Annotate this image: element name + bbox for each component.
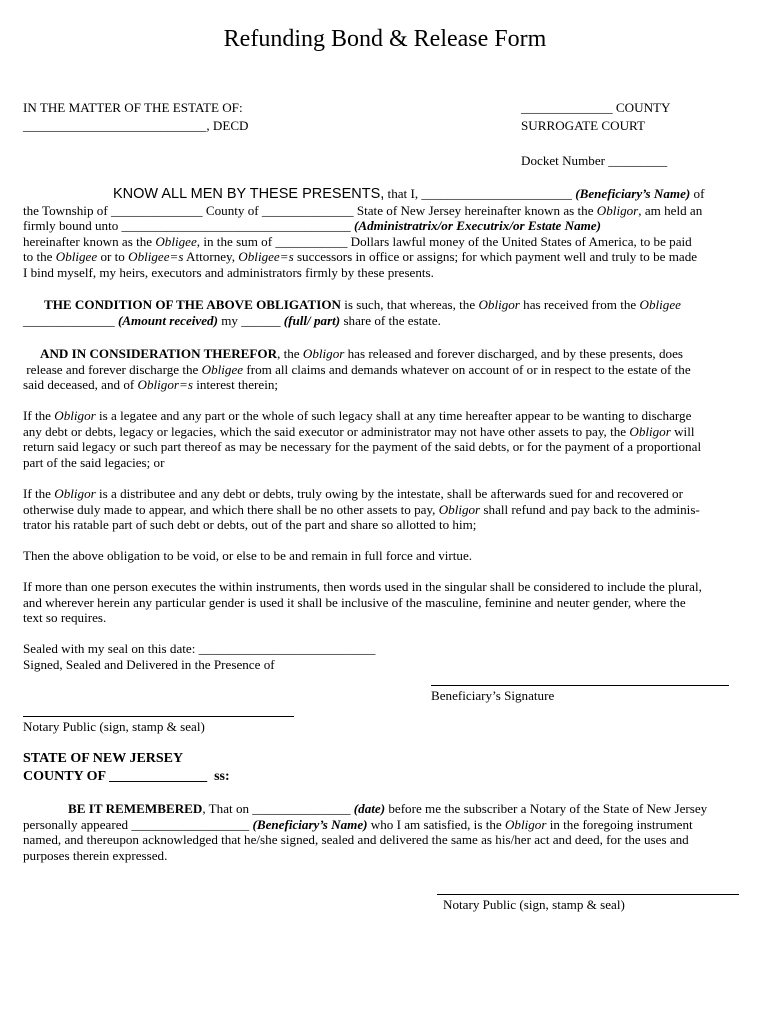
condition-lead: THE CONDITION OF THE ABOVE OBLIGATION (44, 297, 341, 312)
legatee-paragraph: If the Obligor is a legatee and any part or the whole of such legacy shall at any time hereafter appear to be wanting to discharge any debt or debts, legacy or legacies, which the said executor or administrator may not have other assets to pay, the Obligor will return said legacy or such part thereof as may be necessary for the payment of the said debts, or for the payment of a proportional part of the said legacies; or (23, 408, 702, 470)
know-all-men-paragraph: KNOW ALL MEN BY THESE PRESENTS, that I, _______________________ (Beneficiary’s Name) of the Township of ______________ County of ______________ State of New Jersey hereinafter known as the Obligor, am held an firmly bound unto ___________________________________ (Administratrix/or Executrix/or Estate Name) hereinafter known as the Obligee, in the sum of ___________ Dollars lawful money of the United States of America, to be paid to the Obligee or to Obligee=s Attorney, Obligee=s successors in office or assigns; for which payment well and truly to be made I bind myself, my heirs, executors and administrators firmly by these presents. (23, 186, 705, 280)
remembered-lead: BE IT REMEMBERED (68, 801, 203, 816)
docket-number: Docket Number _________ (521, 153, 668, 168)
state-heading: STATE OF NEW JERSEY (23, 751, 184, 766)
notary-signature-label-1: Notary Public (sign, stamp & seal) (23, 719, 205, 734)
condition-paragraph: THE CONDITION OF THE ABOVE OBLIGATION is such, that whereas, the Obligor has received from the Obligee ______________ (Amount received) my ______ (full/ part) share of the estate. (23, 297, 681, 328)
distributee-paragraph: If the Obligor is a distributee and any debt or debts, truly owing by the intestate, shall be afterwards sued for and recovered or otherwise duly made to appear, and which there shall be no other assets to pay, Obligor shall refund and pay back to the adminis- trator his ratable part of such debt or debts, out of the part and share so allotted to him; (23, 486, 700, 532)
decedent-name-line: ____________________________, DECD (23, 118, 249, 133)
beneficiary-signature-rule (431, 685, 729, 686)
consideration-lead: AND IN CONSIDERATION THEREFOR (40, 346, 278, 361)
plural-paragraph: If more than one person executes the within instruments, then words used in the singular shall be considered to include the plural, and wherever herein any particular gender is used it shall be inclusive of the masculine, feminine and neuter gender, where the text so requires. (23, 579, 702, 625)
presence-line: Signed, Sealed and Delivered in the Presence of (23, 657, 275, 672)
notary-signature-rule-2 (437, 894, 739, 895)
know-all-lead: KNOW ALL MEN BY THESE PRESENTS, (113, 186, 385, 202)
notary-signature-rule-1 (23, 716, 294, 717)
county-line: ______________ COUNTY (521, 100, 671, 115)
county-heading: COUNTY OF ______________ ss: (23, 769, 230, 784)
estate-label: IN THE MATTER OF THE ESTATE OF: (23, 100, 243, 115)
notary-signature-label-2: Notary Public (sign, stamp & seal) (443, 897, 625, 912)
remembered-paragraph: BE IT REMEMBERED, That on _______________ (date) before me the subscriber a Notary of the State of New Jersey personally appeared __________________ (Beneficiary’s Name) who I am satisfied, is the Obligor in the foregoing instrument named, and thereupon acknowledged that he/she signed, sealed and delivered the same as his/her act and deed, for the uses and purposes therein expressed. (23, 801, 708, 863)
beneficiary-signature-label: Beneficiary’s Signature (431, 688, 555, 703)
form-title: Refunding Bond & Release Form (223, 26, 547, 52)
surrogate-court: SURROGATE COURT (521, 118, 645, 133)
consideration-paragraph: AND IN CONSIDERATION THEREFOR, the Obligor has released and forever discharged, and by these presents, does release and forever discharge the Obligee from all claims and demands whatever on account of or in respect to the estate of the said deceased, and of Obligor=s interest therein; (23, 346, 691, 392)
void-paragraph: Then the above obligation to be void, or else to be and remain in full force and virtue. (23, 548, 473, 563)
sealed-date-line: Sealed with my seal on this date: ___________________________ (23, 641, 376, 656)
